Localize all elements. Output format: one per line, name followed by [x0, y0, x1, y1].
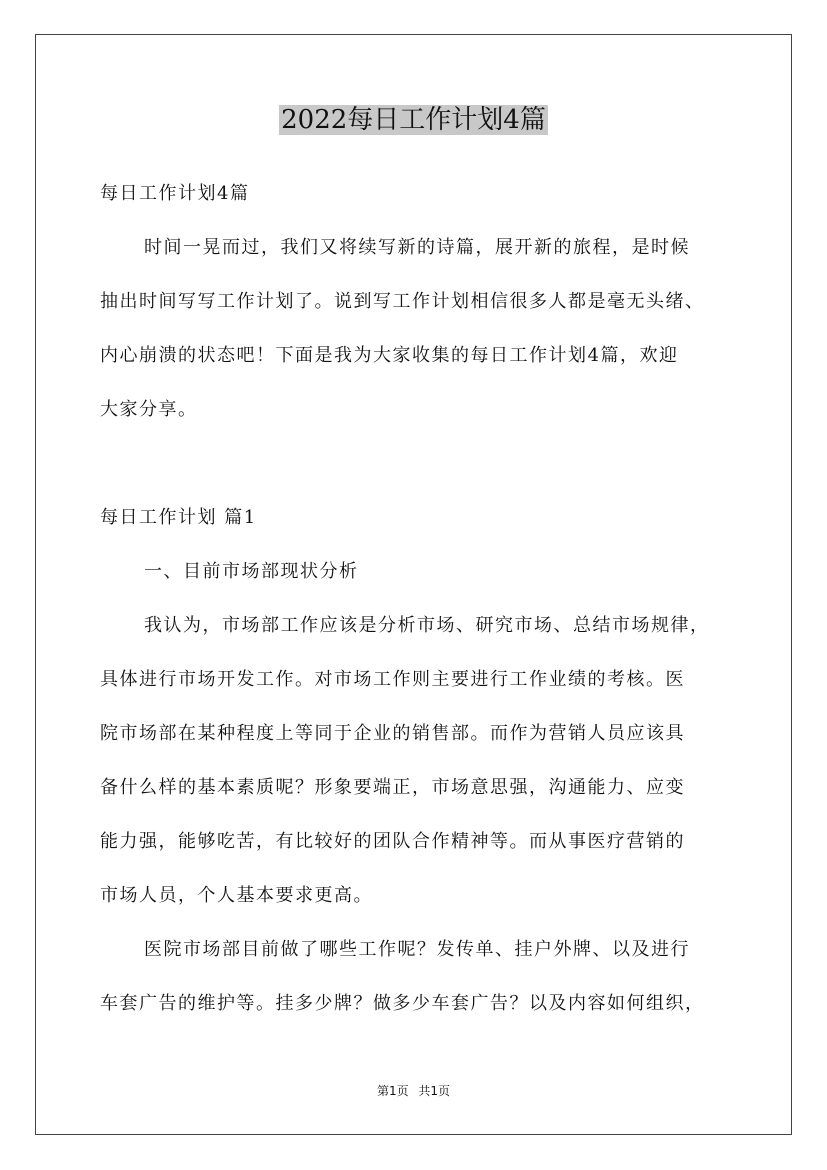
paragraph-market-role	[100, 604, 740, 928]
paragraph-line: 车套广告的维护等。挂多少牌？做多少车套广告？以及内容如何组织，	[100, 993, 705, 1014]
intro-line: 抽出时间写写工作计划了。说到写工作计划相信很多人都是毫无头绪、	[100, 291, 705, 312]
document-body	[100, 172, 740, 1036]
sub-heading: 一、目前市场部现状分析	[144, 561, 359, 582]
paragraph-line: 我认为，市场部工作应该是分析市场、研究市场、总结市场规律，	[144, 615, 710, 636]
intro-line: 内心崩溃的状态吧！下面是我为大家收集的每日工作计划4篇，欢迎	[100, 345, 679, 366]
paragraph-market-work	[100, 928, 740, 1036]
page-footer	[0, 1082, 827, 1099]
page-number-total: 共1页	[418, 1084, 451, 1098]
intro-line: 大家分享。	[100, 399, 198, 420]
page-number-current: 第1页	[376, 1084, 409, 1098]
paragraph-line: 备什么样的基本素质呢？形象要端正，市场意思强，沟通能力、应变	[100, 777, 685, 798]
document-title-text: 2022每日工作计划4篇	[281, 105, 546, 135]
paragraph-line: 具体进行市场开发工作。对市场工作则主要进行工作业绩的考核。医	[100, 669, 685, 690]
section-heading: 每日工作计划 篇1	[100, 507, 257, 528]
paragraph-line: 院市场部在某种程度上等同于企业的销售部。而作为营销人员应该具	[100, 723, 685, 744]
document-subtitle: 每日工作计划4篇	[100, 183, 250, 204]
intro-paragraph	[100, 226, 740, 442]
spacer	[100, 442, 740, 496]
paragraph-line: 市场人员，个人基本要求更高。	[100, 885, 373, 906]
document-title	[0, 100, 827, 140]
intro-line: 时间一晃而过，我们又将续写新的诗篇，展开新的旅程，是时候	[144, 237, 690, 258]
paragraph-line: 医院市场部目前做了哪些工作呢？发传单、挂户外牌、以及进行	[144, 939, 690, 960]
paragraph-line: 能力强，能够吃苦，有比较好的团队合作精神等。而从事医疗营销的	[100, 831, 685, 852]
